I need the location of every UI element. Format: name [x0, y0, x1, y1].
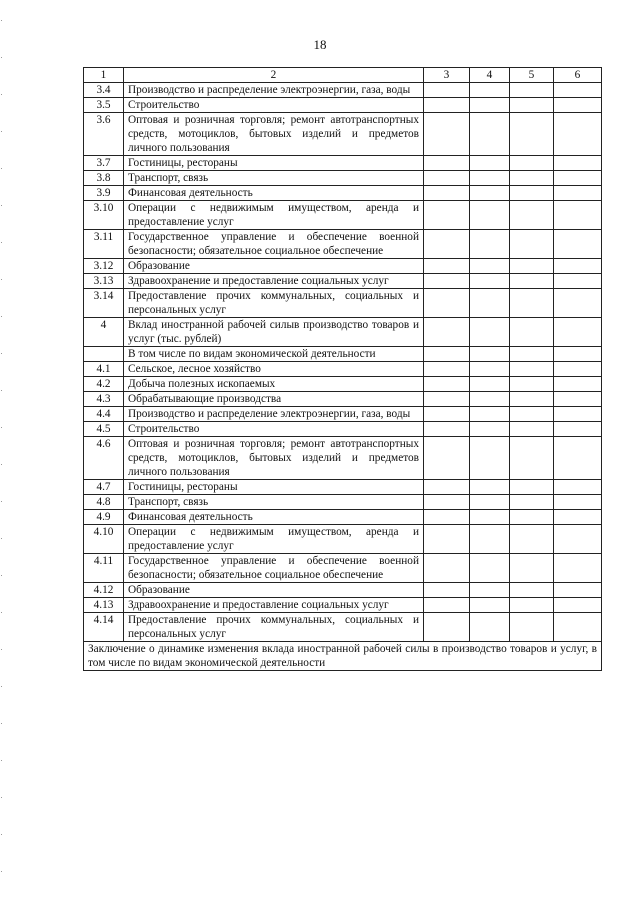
value-cell-col-3 [424, 583, 470, 598]
value-cell-col-5 [510, 525, 554, 554]
value-cell-col-6 [554, 230, 602, 259]
value-cell-col-6 [554, 377, 602, 392]
table-row [84, 613, 602, 642]
value-cell-col-5 [510, 156, 554, 171]
value-cell-col-4 [470, 171, 510, 186]
value-cell-col-4 [470, 318, 510, 347]
value-cell-col-3 [424, 437, 470, 480]
table-row [84, 510, 602, 525]
scan-dot [1, 834, 2, 835]
table-row [84, 598, 602, 613]
value-cell-col-4 [470, 510, 510, 525]
row-number: 3.8 [84, 171, 124, 186]
value-cell-col-3 [424, 171, 470, 186]
value-cell-col-4 [470, 583, 510, 598]
table-row [84, 83, 602, 98]
row-number: 3.6 [84, 113, 124, 156]
row-name: Государственное управление и обеспечение военной безопасности; обязательное социальное обеспечение [124, 230, 424, 259]
value-cell-col-3 [424, 392, 470, 407]
row-name: Производство и распределение электроэнергии, газа, воды [124, 407, 424, 422]
scan-dot [1, 316, 2, 317]
header-cell-5: 5 [510, 68, 554, 83]
table-row [84, 171, 602, 186]
value-cell-col-3 [424, 422, 470, 437]
value-cell-col-4 [470, 598, 510, 613]
value-cell-col-5 [510, 510, 554, 525]
value-cell-col-6 [554, 347, 602, 362]
value-cell-col-6 [554, 422, 602, 437]
value-cell-col-4 [470, 83, 510, 98]
scan-dot [1, 279, 2, 280]
value-cell-col-4 [470, 98, 510, 113]
header-cell-2: 2 [124, 68, 424, 83]
page-number: 18 [313, 37, 327, 52]
value-cell-col-4 [470, 554, 510, 583]
value-cell-col-4 [470, 274, 510, 289]
value-cell-col-4 [470, 437, 510, 480]
table-row [84, 289, 602, 318]
row-number: 4.4 [84, 407, 124, 422]
row-name: Образование [124, 583, 424, 598]
table-body [84, 83, 602, 642]
value-cell-col-3 [424, 407, 470, 422]
value-cell-col-4 [470, 230, 510, 259]
scan-dot [1, 760, 2, 761]
value-cell-col-6 [554, 598, 602, 613]
value-cell-col-4 [470, 289, 510, 318]
scan-dot [1, 723, 2, 724]
row-name: Гостиницы, рестораны [124, 156, 424, 171]
value-cell-col-3 [424, 362, 470, 377]
table-row [84, 583, 602, 598]
value-cell-col-3 [424, 510, 470, 525]
value-cell-col-4 [470, 495, 510, 510]
value-cell-col-6 [554, 362, 602, 377]
value-cell-col-6 [554, 525, 602, 554]
table-row [84, 362, 602, 377]
value-cell-col-3 [424, 274, 470, 289]
header-cell-6: 6 [554, 68, 602, 83]
row-number: 4.14 [84, 613, 124, 642]
report-table [83, 67, 602, 671]
value-cell-col-4 [470, 377, 510, 392]
value-cell-col-6 [554, 437, 602, 480]
value-cell-col-5 [510, 554, 554, 583]
value-cell-col-5 [510, 318, 554, 347]
value-cell-col-3 [424, 201, 470, 230]
row-name: Государственное управление и обеспечение военной безопасности; обязательное социальное обеспечение [124, 554, 424, 583]
scan-dot [1, 205, 2, 206]
scan-dot [1, 797, 2, 798]
value-cell-col-6 [554, 186, 602, 201]
row-name: Здравоохранение и предоставление социальных услуг [124, 274, 424, 289]
value-cell-col-5 [510, 362, 554, 377]
row-name: Образование [124, 259, 424, 274]
value-cell-col-3 [424, 495, 470, 510]
table-row [84, 98, 602, 113]
row-name: Сельское, лесное хозяйство [124, 362, 424, 377]
header-cell-3: 3 [424, 68, 470, 83]
row-number: 4.8 [84, 495, 124, 510]
row-name: Оптовая и розничная торговля; ремонт автотранспортных средств, мотоциклов, бытовых изделий и предметов личного пользования [124, 113, 424, 156]
table-row [84, 554, 602, 583]
value-cell-col-4 [470, 362, 510, 377]
scan-dot [1, 871, 2, 872]
value-cell-col-5 [510, 171, 554, 186]
value-cell-col-5 [510, 392, 554, 407]
value-cell-col-3 [424, 259, 470, 274]
value-cell-col-6 [554, 289, 602, 318]
row-number: 4.7 [84, 480, 124, 495]
table-row [84, 392, 602, 407]
row-name: Транспорт, связь [124, 171, 424, 186]
table-row [84, 230, 602, 259]
value-cell-col-6 [554, 495, 602, 510]
value-cell-col-6 [554, 554, 602, 583]
value-cell-col-5 [510, 598, 554, 613]
value-cell-col-5 [510, 422, 554, 437]
row-name: Финансовая деятельность [124, 510, 424, 525]
value-cell-col-5 [510, 289, 554, 318]
row-number: 3.12 [84, 259, 124, 274]
value-cell-col-3 [424, 289, 470, 318]
value-cell-col-5 [510, 201, 554, 230]
header-row [84, 68, 602, 83]
scan-dot [1, 131, 2, 132]
value-cell-col-3 [424, 598, 470, 613]
value-cell-col-6 [554, 201, 602, 230]
row-name: Здравоохранение и предоставление социальных услуг [124, 598, 424, 613]
value-cell-col-3 [424, 318, 470, 347]
scan-dot [1, 538, 2, 539]
row-number: 4 [84, 318, 124, 347]
row-number: 4.2 [84, 377, 124, 392]
value-cell-col-3 [424, 480, 470, 495]
value-cell-col-5 [510, 495, 554, 510]
scan-dot [1, 168, 2, 169]
table-row [84, 347, 602, 362]
row-number: 4.9 [84, 510, 124, 525]
row-name: Оптовая и розничная торговля; ремонт автотранспортных средств, мотоциклов, бытовых изделий и предметов личного пользования [124, 437, 424, 480]
row-number: 3.11 [84, 230, 124, 259]
value-cell-col-6 [554, 171, 602, 186]
row-number: 3.13 [84, 274, 124, 289]
value-cell-col-4 [470, 156, 510, 171]
table-row [84, 318, 602, 347]
value-cell-col-6 [554, 392, 602, 407]
scan-dot [1, 575, 2, 576]
value-cell-col-5 [510, 480, 554, 495]
table-row [84, 525, 602, 554]
scan-dot [1, 686, 2, 687]
value-cell-col-5 [510, 377, 554, 392]
row-number: 3.5 [84, 98, 124, 113]
table-row [84, 495, 602, 510]
value-cell-col-4 [470, 113, 510, 156]
row-number: 3.9 [84, 186, 124, 201]
value-cell-col-4 [470, 186, 510, 201]
scan-dot [1, 612, 2, 613]
table-row [84, 274, 602, 289]
value-cell-col-5 [510, 230, 554, 259]
value-cell-col-3 [424, 230, 470, 259]
scan-dot [1, 649, 2, 650]
value-cell-col-4 [470, 422, 510, 437]
row-name: Предоставление прочих коммунальных, социальных и персональных услуг [124, 289, 424, 318]
value-cell-col-5 [510, 98, 554, 113]
value-cell-col-6 [554, 318, 602, 347]
conclusion-row [84, 642, 602, 671]
row-number [84, 347, 124, 362]
value-cell-col-6 [554, 98, 602, 113]
row-name: Вклад иностранной рабочей силыв производство товаров и услуг (тыс. рублей) [124, 318, 424, 347]
value-cell-col-4 [470, 613, 510, 642]
row-number: 4.10 [84, 525, 124, 554]
value-cell-col-5 [510, 113, 554, 156]
value-cell-col-6 [554, 613, 602, 642]
scan-dot [1, 57, 2, 58]
value-cell-col-3 [424, 377, 470, 392]
table-row [84, 186, 602, 201]
value-cell-col-5 [510, 274, 554, 289]
value-cell-col-6 [554, 259, 602, 274]
row-number: 4.6 [84, 437, 124, 480]
scan-dot [1, 501, 2, 502]
table-row [84, 377, 602, 392]
value-cell-col-5 [510, 437, 554, 480]
scan-dot [1, 94, 2, 95]
row-name: Обрабатывающие производства [124, 392, 424, 407]
row-name: Финансовая деятельность [124, 186, 424, 201]
table-row [84, 201, 602, 230]
value-cell-col-6 [554, 510, 602, 525]
row-number: 3.7 [84, 156, 124, 171]
table-row [84, 422, 602, 437]
table-row [84, 259, 602, 274]
value-cell-col-4 [470, 201, 510, 230]
table-row [84, 437, 602, 480]
row-number: 4.12 [84, 583, 124, 598]
scan-dot [1, 390, 2, 391]
header-cell-1: 1 [84, 68, 124, 83]
table-row [84, 156, 602, 171]
value-cell-col-5 [510, 613, 554, 642]
value-cell-col-3 [424, 554, 470, 583]
value-cell-col-6 [554, 480, 602, 495]
value-cell-col-4 [470, 259, 510, 274]
row-name: Строительство [124, 98, 424, 113]
row-name: Транспорт, связь [124, 495, 424, 510]
value-cell-col-4 [470, 525, 510, 554]
value-cell-col-5 [510, 407, 554, 422]
value-cell-col-6 [554, 113, 602, 156]
value-cell-col-6 [554, 274, 602, 289]
value-cell-col-5 [510, 186, 554, 201]
value-cell-col-3 [424, 186, 470, 201]
value-cell-col-6 [554, 583, 602, 598]
value-cell-col-4 [470, 347, 510, 362]
table-row [84, 407, 602, 422]
scan-dot [1, 242, 2, 243]
scan-dot [1, 353, 2, 354]
row-name: Операции с недвижимым имуществом, аренда и предоставление услуг [124, 201, 424, 230]
row-number: 3.4 [84, 83, 124, 98]
row-name: Строительство [124, 422, 424, 437]
value-cell-col-4 [470, 407, 510, 422]
value-cell-col-5 [510, 583, 554, 598]
scan-dot [1, 20, 2, 21]
row-name: Предоставление прочих коммунальных, социальных и персональных услуг [124, 613, 424, 642]
row-name: Операции с недвижимым имуществом, аренда и предоставление услуг [124, 525, 424, 554]
value-cell-col-3 [424, 83, 470, 98]
value-cell-col-6 [554, 156, 602, 171]
table-row [84, 480, 602, 495]
row-number: 3.14 [84, 289, 124, 318]
row-subheader: В том числе по видам экономической деятельности [124, 347, 424, 362]
table-row [84, 113, 602, 156]
scan-dot [1, 427, 2, 428]
value-cell-col-6 [554, 407, 602, 422]
value-cell-col-3 [424, 113, 470, 156]
row-name: Производство и распределение электроэнергии, газа, воды [124, 83, 424, 98]
scan-dot [1, 464, 2, 465]
value-cell-col-3 [424, 613, 470, 642]
row-name: Гостиницы, рестораны [124, 480, 424, 495]
row-name: Добыча полезных ископаемых [124, 377, 424, 392]
row-number: 4.11 [84, 554, 124, 583]
value-cell-col-4 [470, 480, 510, 495]
row-number: 3.10 [84, 201, 124, 230]
value-cell-col-3 [424, 347, 470, 362]
row-number: 4.13 [84, 598, 124, 613]
value-cell-col-3 [424, 525, 470, 554]
value-cell-col-5 [510, 347, 554, 362]
conclusion-text: Заключение о динамике изменения вклада иностранной рабочей силы в производство товаров и услуг, в том числе по видам экономической деятельности [84, 642, 602, 671]
row-number: 4.5 [84, 422, 124, 437]
value-cell-col-5 [510, 83, 554, 98]
value-cell-col-3 [424, 156, 470, 171]
value-cell-col-5 [510, 259, 554, 274]
value-cell-col-6 [554, 83, 602, 98]
left-edge-dots [0, 0, 3, 905]
value-cell-col-4 [470, 392, 510, 407]
header-cell-4: 4 [470, 68, 510, 83]
value-cell-col-3 [424, 98, 470, 113]
row-number: 4.3 [84, 392, 124, 407]
row-number: 4.1 [84, 362, 124, 377]
